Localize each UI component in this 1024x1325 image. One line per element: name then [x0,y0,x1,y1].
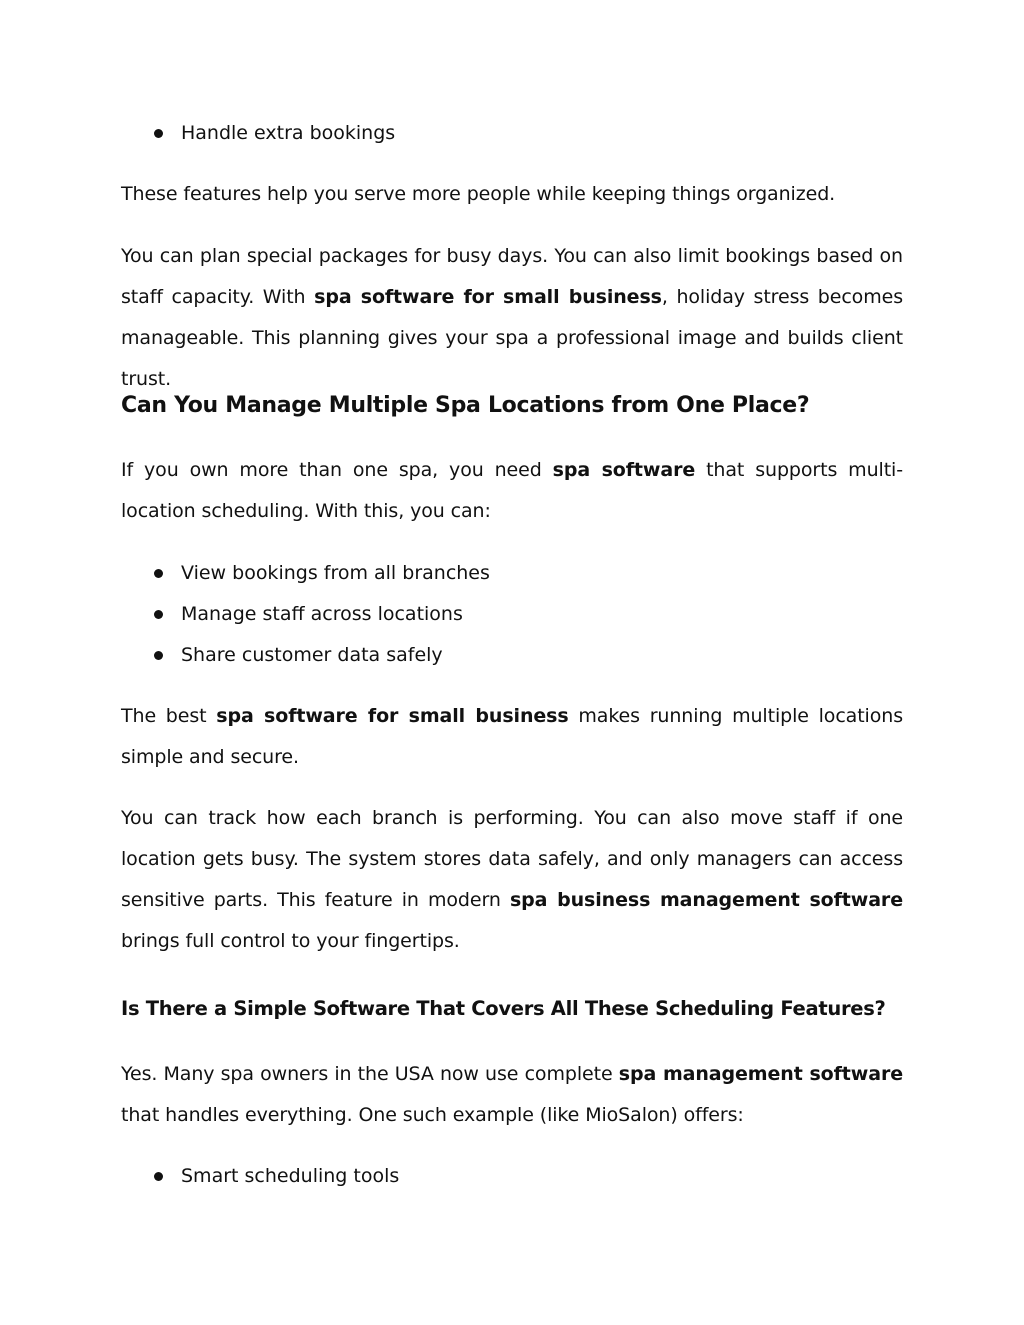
bullet-list-offerings [121,1156,903,1197]
paragraph-multi-location-intro: If you own more than one spa, you need spa software that supports multi-location scheduling. With this, you can: [121,459,903,522]
list-item: View bookings from all branches [121,553,903,594]
bold-keyword: spa management software [618,1063,904,1085]
list-item: Handle extra bookings [121,113,903,154]
bold-keyword: spa software for small business [216,705,569,727]
paragraph-branch-tracking: You can track how each branch is performing. You can also move staff if one location gets busy. The system stores data safely, and only managers can access sensitive parts. This feature in modern spa business management software brings full control to your fingertips. [121,807,903,952]
bold-keyword: spa software for small business [314,286,662,308]
bullet-list-top [121,113,903,154]
bullet-list-multi-location [121,553,903,676]
bullet-icon [154,651,163,660]
paragraph-holiday-planning: You can plan special packages for busy days. You can also limit bookings based on staff capacity. With spa software for small business, holiday stress becomes manageable. This planning gives your spa a professional image and builds client trust. [121,245,904,390]
bullet-icon [154,569,163,578]
section-heading-simple-software: Is There a Simple Software That Covers All These Scheduling Features? [121,997,886,1020]
paragraph-best-software: The best spa software for small business makes running multiple locations simple and secure. [121,705,904,768]
list-item: Share customer data safely [121,635,903,676]
section-heading-multiple-locations: Can You Manage Multiple Spa Locations from One Place? [121,393,810,418]
bold-keyword: spa software [552,459,696,481]
paragraph-miosalon-intro: Yes. Many spa owners in the USA now use complete spa management software that handles everything. One such example (like MioSalon) offers: [121,1063,904,1126]
bold-keyword: spa business management software [509,889,903,911]
paragraph-features-summary: These features help you serve more people while keeping things organized. [121,183,836,205]
bullet-icon [154,610,163,619]
bullet-icon [154,129,163,138]
list-item: Smart scheduling tools [121,1156,903,1197]
bullet-icon [154,1172,163,1181]
list-item: Manage staff across locations [121,594,903,635]
